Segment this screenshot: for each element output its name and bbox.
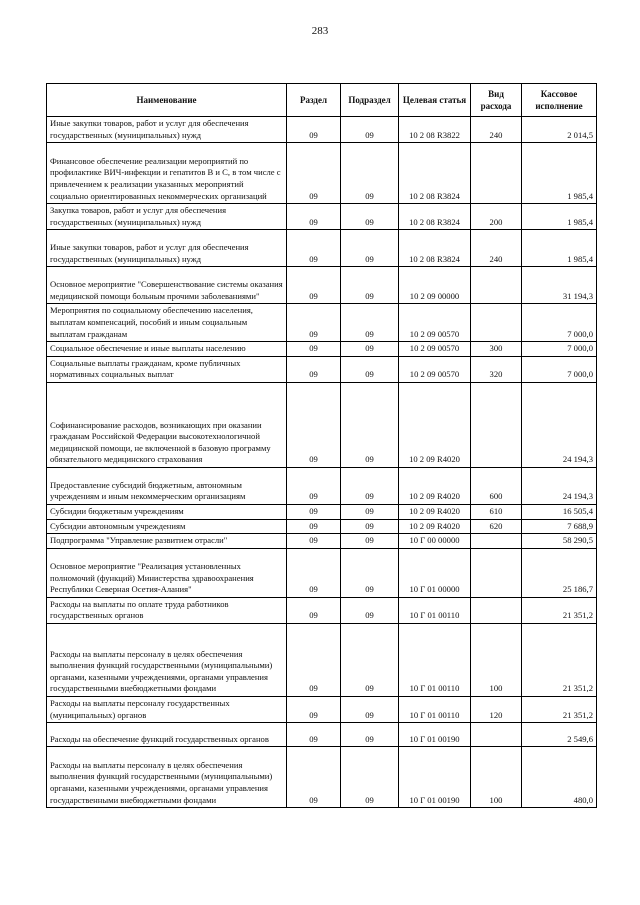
row-amount-cell: 7 000,0 bbox=[522, 304, 597, 342]
row-section-cell: 09 bbox=[287, 519, 341, 534]
row-article-cell: 10 Г 01 00190 bbox=[399, 747, 471, 808]
row-subsection-cell: 09 bbox=[341, 696, 399, 722]
row-amount-cell: 1 985,4 bbox=[522, 204, 597, 230]
table-row bbox=[47, 230, 597, 267]
row-amount-cell: 2 549,6 bbox=[522, 723, 597, 747]
row-amount-cell: 31 194,3 bbox=[522, 267, 597, 304]
row-type-cell: 240 bbox=[471, 117, 522, 143]
table-row bbox=[47, 696, 597, 722]
row-name-cell: Закупка товаров, работ и услуг для обеспечения государственных (муниципальных) нужд bbox=[47, 204, 287, 230]
row-name-cell: Мероприятия по социальному обеспечению населения, выплатам компенсаций, пособий и иным социальным выплатам гражданам bbox=[47, 304, 287, 342]
row-subsection-cell: 09 bbox=[341, 623, 399, 696]
row-type-cell: 600 bbox=[471, 467, 522, 504]
row-type-cell: 100 bbox=[471, 747, 522, 808]
row-article-cell: 10 2 09 00570 bbox=[399, 356, 471, 382]
row-type-cell: 200 bbox=[471, 204, 522, 230]
page-number: 283 bbox=[311, 25, 329, 37]
header-target-article: Целевая статья bbox=[399, 84, 471, 117]
row-amount-cell: 58 290,5 bbox=[522, 534, 597, 549]
row-amount-cell: 24 194,3 bbox=[522, 467, 597, 504]
row-subsection-cell: 09 bbox=[341, 548, 399, 597]
row-subsection-cell: 09 bbox=[341, 747, 399, 808]
table-row bbox=[47, 356, 597, 382]
row-name-cell: Расходы на выплаты персоналу в целях обеспечения выполнения функций государственными (муниципальными) органами, казенными учреждениями, органами управления государственными внебюджетными фондами bbox=[47, 623, 287, 696]
row-article-cell: 10 2 09 00570 bbox=[399, 342, 471, 357]
row-subsection-cell: 09 bbox=[341, 304, 399, 342]
table-row bbox=[47, 534, 597, 549]
row-type-cell: 300 bbox=[471, 342, 522, 357]
row-name-cell: Социальные выплаты гражданам, кроме публичных нормативных социальных выплат bbox=[47, 356, 287, 382]
row-article-cell: 10 Г 01 00000 bbox=[399, 548, 471, 597]
row-name-cell: Софинансирование расходов, возникающих при оказании гражданам Российской Федерации высокотехнологичной медицинской помощи, не включенной в базовую программу обязательного медицинского страхования bbox=[47, 382, 287, 467]
table-row bbox=[47, 519, 597, 534]
row-type-cell: 100 bbox=[471, 623, 522, 696]
row-article-cell: 10 2 09 R4020 bbox=[399, 467, 471, 504]
row-name-cell: Расходы на выплаты персоналу в целях обеспечения выполнения функций государственными (муниципальными) органами, казенными учреждениями, органами управления государственными внебюджетными фондами bbox=[47, 747, 287, 808]
row-type-cell bbox=[471, 723, 522, 747]
row-amount-cell: 21 351,2 bbox=[522, 623, 597, 696]
row-article-cell: 10 2 08 R3824 bbox=[399, 230, 471, 267]
row-amount-cell: 16 505,4 bbox=[522, 504, 597, 519]
row-subsection-cell: 09 bbox=[341, 230, 399, 267]
row-type-cell: 320 bbox=[471, 356, 522, 382]
row-section-cell: 09 bbox=[287, 623, 341, 696]
row-section-cell: 09 bbox=[287, 267, 341, 304]
header-name: Наименование bbox=[47, 84, 287, 117]
row-name-cell: Расходы на выплаты персоналу государственных (муниципальных) органов bbox=[47, 696, 287, 722]
table-row bbox=[47, 304, 597, 342]
row-amount-cell: 24 194,3 bbox=[522, 382, 597, 467]
row-name-cell: Финансовое обеспечение реализации мероприятий по профилактике ВИЧ-инфекции и гепатитов В и С, в том числе с привлечением к реализации указанных мероприятий социально ориентированных некоммерческих организаций bbox=[47, 143, 287, 204]
row-section-cell: 09 bbox=[287, 467, 341, 504]
row-section-cell: 09 bbox=[287, 747, 341, 808]
row-article-cell: 10 2 09 R4020 bbox=[399, 519, 471, 534]
row-subsection-cell: 09 bbox=[341, 534, 399, 549]
row-section-cell: 09 bbox=[287, 723, 341, 747]
row-section-cell: 09 bbox=[287, 143, 341, 204]
row-article-cell: 10 2 08 R3824 bbox=[399, 143, 471, 204]
row-amount-cell: 2 014,5 bbox=[522, 117, 597, 143]
row-article-cell: 10 2 08 R3822 bbox=[399, 117, 471, 143]
row-name-cell: Иные закупки товаров, работ и услуг для обеспечения государственных (муниципальных) нужд bbox=[47, 230, 287, 267]
row-section-cell: 09 bbox=[287, 534, 341, 549]
row-article-cell: 10 Г 01 00190 bbox=[399, 723, 471, 747]
row-article-cell: 10 2 09 00000 bbox=[399, 267, 471, 304]
row-type-cell bbox=[471, 304, 522, 342]
row-type-cell bbox=[471, 267, 522, 304]
row-article-cell: 10 2 09 R4020 bbox=[399, 382, 471, 467]
row-section-cell: 09 bbox=[287, 597, 341, 623]
row-amount-cell: 1 985,4 bbox=[522, 143, 597, 204]
row-subsection-cell: 09 bbox=[341, 723, 399, 747]
row-type-cell bbox=[471, 534, 522, 549]
row-amount-cell: 7 000,0 bbox=[522, 356, 597, 382]
row-article-cell: 10 2 09 00570 bbox=[399, 304, 471, 342]
row-section-cell: 09 bbox=[287, 230, 341, 267]
row-amount-cell: 1 985,4 bbox=[522, 230, 597, 267]
row-name-cell: Иные закупки товаров, работ и услуг для обеспечения государственных (муниципальных) нужд bbox=[47, 117, 287, 143]
row-amount-cell: 21 351,2 bbox=[522, 597, 597, 623]
row-type-cell bbox=[471, 382, 522, 467]
row-subsection-cell: 09 bbox=[341, 342, 399, 357]
row-subsection-cell: 09 bbox=[341, 267, 399, 304]
row-section-cell: 09 bbox=[287, 304, 341, 342]
table-row bbox=[47, 723, 597, 747]
row-type-cell bbox=[471, 548, 522, 597]
row-name-cell: Расходы на выплаты по оплате труда работников государственных органов bbox=[47, 597, 287, 623]
table-row bbox=[47, 342, 597, 357]
table-row bbox=[47, 548, 597, 597]
row-amount-cell: 7 000,0 bbox=[522, 342, 597, 357]
row-name-cell: Основное мероприятие "Реализация установленных полномочий (функций) Министерства здравоохранения Республики Северная Осетия-Алания" bbox=[47, 548, 287, 597]
row-name-cell: Субсидии автономным учреждениям bbox=[47, 519, 287, 534]
row-article-cell: 10 Г 00 00000 bbox=[399, 534, 471, 549]
row-subsection-cell: 09 bbox=[341, 204, 399, 230]
row-name-cell: Субсидии бюджетным учреждениям bbox=[47, 504, 287, 519]
row-type-cell: 620 bbox=[471, 519, 522, 534]
row-subsection-cell: 09 bbox=[341, 504, 399, 519]
table-row bbox=[47, 117, 597, 143]
header-expense-type: Вид расхода bbox=[471, 84, 522, 117]
row-type-cell: 240 bbox=[471, 230, 522, 267]
row-subsection-cell: 09 bbox=[341, 117, 399, 143]
row-section-cell: 09 bbox=[287, 696, 341, 722]
table-row bbox=[47, 382, 597, 467]
row-subsection-cell: 09 bbox=[341, 467, 399, 504]
row-amount-cell: 480,0 bbox=[522, 747, 597, 808]
row-subsection-cell: 09 bbox=[341, 519, 399, 534]
table-row bbox=[47, 267, 597, 304]
row-name-cell: Основное мероприятие "Совершенствование системы оказания медицинской помощи больным прочими заболеваниями" bbox=[47, 267, 287, 304]
row-type-cell: 120 bbox=[471, 696, 522, 722]
row-section-cell: 09 bbox=[287, 382, 341, 467]
table-row bbox=[47, 467, 597, 504]
row-section-cell: 09 bbox=[287, 204, 341, 230]
table-row bbox=[47, 623, 597, 696]
row-amount-cell: 21 351,2 bbox=[522, 696, 597, 722]
row-type-cell: 610 bbox=[471, 504, 522, 519]
row-name-cell: Подпрограмма "Управление развитием отрасли" bbox=[47, 534, 287, 549]
row-amount-cell: 25 186,7 bbox=[522, 548, 597, 597]
row-name-cell: Социальное обеспечение и иные выплаты населению bbox=[47, 342, 287, 357]
row-subsection-cell: 09 bbox=[341, 143, 399, 204]
row-subsection-cell: 09 bbox=[341, 382, 399, 467]
row-article-cell: 10 2 09 R4020 bbox=[399, 504, 471, 519]
row-article-cell: 10 Г 01 00110 bbox=[399, 597, 471, 623]
header-cash-execution: Кассовое исполнение bbox=[522, 84, 597, 117]
table-row bbox=[47, 504, 597, 519]
row-section-cell: 09 bbox=[287, 117, 341, 143]
row-type-cell bbox=[471, 143, 522, 204]
row-section-cell: 09 bbox=[287, 356, 341, 382]
row-subsection-cell: 09 bbox=[341, 356, 399, 382]
header-subsection: Подраздел bbox=[341, 84, 399, 117]
row-section-cell: 09 bbox=[287, 342, 341, 357]
table-row bbox=[47, 143, 597, 204]
budget-execution-table bbox=[46, 83, 597, 808]
table-row bbox=[47, 747, 597, 808]
row-type-cell bbox=[471, 597, 522, 623]
row-article-cell: 10 2 08 R3824 bbox=[399, 204, 471, 230]
row-article-cell: 10 Г 01 00110 bbox=[399, 623, 471, 696]
row-section-cell: 09 bbox=[287, 548, 341, 597]
row-subsection-cell: 09 bbox=[341, 597, 399, 623]
table-row bbox=[47, 204, 597, 230]
row-article-cell: 10 Г 01 00110 bbox=[399, 696, 471, 722]
row-amount-cell: 7 688,9 bbox=[522, 519, 597, 534]
row-name-cell: Предоставление субсидий бюджетным, автономным учреждениям и иным некоммерческим организациям bbox=[47, 467, 287, 504]
row-section-cell: 09 bbox=[287, 504, 341, 519]
table-header-row bbox=[47, 84, 597, 117]
header-section: Раздел bbox=[287, 84, 341, 117]
row-name-cell: Расходы на обеспечение функций государственных органов bbox=[47, 723, 287, 747]
table-row bbox=[47, 597, 597, 623]
table-body bbox=[47, 117, 597, 808]
